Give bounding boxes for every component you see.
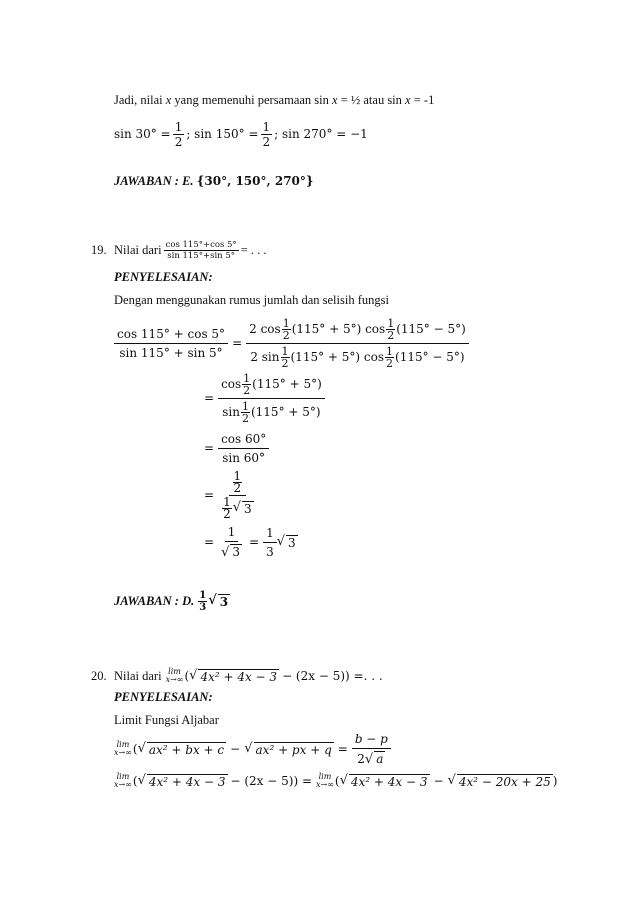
sum-to-product-fraction: 2 cos $\frac{1}{2}$ (115° + 5°) cos $\frac{1}{2}$ (115° − 5°) 2 sin $\frac{1}{2}$ (115° + 5°) cos $\frac{1}{2}$ (115° − 5°) — [246, 318, 469, 369]
half-fraction: $\frac{1}{2}$ — [262, 119, 271, 149]
sec20-question: 20. Nilai dari lim x→∞ ( √ 4x² + 4x − 3 − (2x − 5)) =. . . — [91, 667, 383, 684]
half-fraction: $\frac{1}{2}$ — [174, 119, 183, 149]
sec20-formula: lim x→∞ ( √ ax² + bx + c − √ ax² + px + q = $\frac{b - p}{2√ a}$ — [114, 732, 391, 766]
sec19-method-text: Dengan menggunakan rumus jumlah dan selisih fungsi — [114, 293, 389, 307]
sec18-conclusion: Jadi, nilai x yang memenuhi persamaan sin x = ½ atau sin x = -1 — [114, 93, 435, 107]
sec18-values: sin 30° = $\frac{1}{2}$ ; sin 150° = $\frac{1}{2}$ ; sin 270° = −1 — [114, 119, 368, 149]
question-fraction: $\frac{\cos 115^\circ+\cos 5^\circ}{\sin 115^\circ+\sin 5^\circ}$ — [165, 239, 237, 261]
sec19-step3: = $\frac{\cos 60^\circ}{\sin 60^\circ}$ — [204, 430, 269, 466]
sec19-step5: = $\frac{1}{√ 3}$ = $\frac{1}{3}$ √ 3 — [204, 524, 296, 560]
sec19-step4: = $\frac{1}{2}$ $\frac{1}{2}$ √ 3 — [204, 468, 252, 521]
lhs-fraction: $\frac{\cos 115^\circ + \cos 5^\circ}{\sin 115^\circ + \sin 5^\circ}$ — [114, 327, 228, 360]
sec19-step1: $\frac{\cos 115^\circ + \cos 5^\circ}{\sin 115^\circ + \sin 5^\circ}$ = 2 cos $\frac{1}{2}$ (115° + 5°) cos $\frac{1}{2}$ (115° − 5°) 2 sin $\frac{1}{2}$ (115° + 5°) cos $\frac{1}{2}$ (115° − 5°) — [114, 318, 469, 368]
sec19-question: 19. Nilai dari $\frac{\cos 115^\circ+\cos 5^\circ}{\sin 115^\circ+\sin 5^\circ}$ = . . . — [91, 239, 267, 261]
sec19-step2: = cos $\frac{1}{2}$ (115° + 5°) sin $\frac{1}{2}$ (115° + 5°) — [204, 372, 325, 424]
limit-operator: lim x→∞ — [165, 667, 184, 684]
sec18-answer: JAWABAN : E. {30°, 150°, 270°} — [114, 174, 314, 188]
sec19-solution-label: PENYELESAIAN: — [114, 270, 213, 284]
sec20-step1: lim x→∞ ( √ 4x² + 4x − 3 − (2x − 5)) = lim x→∞ ( √ 4x² + 4x − 3 − √ 4x² − 20x + 25 ) — [114, 772, 558, 789]
sec19-answer: JAWABAN : D. $\frac{1}{3}$ √ 3 — [114, 589, 229, 613]
sec20-topic: Limit Fungsi Aljabar — [114, 713, 219, 727]
sec20-solution-label: PENYELESAIAN: — [114, 690, 213, 704]
